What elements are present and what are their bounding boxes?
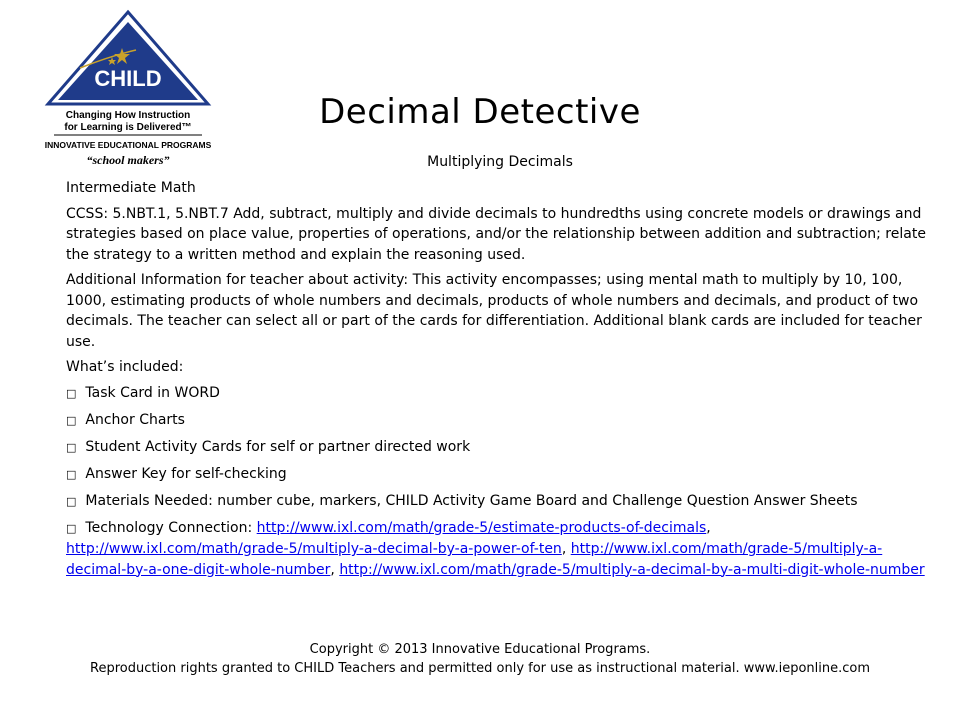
checkbox-bullet-icon: □ [66, 521, 77, 535]
list-item: □ Task Card in WORD [66, 383, 936, 405]
rights-text: Reproduction rights granted to CHILD Teachers and permitted only for use as instructional material. www.ieponline.com [90, 661, 870, 676]
checkbox-bullet-icon: □ [66, 467, 77, 481]
logo-slogan: “school makers” [86, 153, 170, 167]
checkbox-bullet-icon: □ [66, 413, 77, 427]
included-heading: What’s included: [66, 359, 184, 375]
logo-tagline-1: Changing How Instruction [65, 110, 191, 121]
ccss-standard: CCSS: 5.NBT.1, 5.NBT.7 Add, subtract, multiply and divide decimals to hundredths using concrete models or drawings and strategies based on place value, properties of operations, and/or the relationship between addition and subtraction; relate the strategy to a written method and explain the reasoning used. [66, 205, 926, 263]
ixl-link-estimate-products[interactable]: http://www.ixl.com/math/grade-5/estimate-products-of-decimals [256, 519, 707, 536]
footer [0, 640, 960, 678]
additional-info: Additional Information for teacher about activity: This activity encompasses; using mental math to multiply by 10, 100, 1000, estimating products of whole numbers and decimals, products of whole numbers and decimals, and product of two decimals. The teacher can select all or part of the cards for differentiation. Additional blank cards are included for teacher use. [66, 272, 922, 350]
ixl-link-multi-digit[interactable]: http://www.ixl.com/math/grade-5/multiply-a-decimal-by-a-multi-digit-whole-number [339, 561, 925, 578]
list-item: □ Answer Key for self-checking [66, 464, 936, 486]
list-item: □ Materials Needed: number cube, markers, CHILD Activity Game Board and Challenge Question Answer Sheets [66, 491, 936, 513]
checkbox-bullet-icon: □ [66, 386, 77, 400]
checkbox-bullet-icon: □ [66, 440, 77, 454]
ixl-link-one-digit[interactable]: http://www.ixl.com/math/grade-5/multiply-a-decimal-by-a-one-digit-whole-number [66, 541, 883, 578]
logo-brand: CHILD [94, 66, 162, 91]
copyright-text: Copyright © 2013 Innovative Educational Programs. [309, 642, 651, 657]
technology-label: Technology Connection: [85, 519, 257, 536]
checkbox-bullet-icon: □ [66, 494, 77, 508]
list-item: □ Anchor Charts [66, 410, 936, 432]
page-title: Decimal Detective [319, 92, 641, 132]
ixl-link-power-of-ten[interactable]: http://www.ixl.com/math/grade-5/multiply-a-decimal-by-a-power-of-ten [66, 541, 562, 557]
technology-connection: □ Technology Connection: http://www.ixl.com/math/grade-5/estimate-products-of-decimals, http://www.ixl.com/math/grade-5/multiply-a-decimal-by-a-power-of-ten, http://www.ixl.com/math/grade-5/multiply-a-decimal-by-a-one-digit-whole-number, http://www.ixl.com/math/grade-5/multiply-a-decimal-by-a-multi-digit-whole-number [66, 519, 925, 578]
page-subtitle: Multiplying Decimals [427, 154, 573, 170]
logo-tagline-2: for Learning is Delivered™ [64, 122, 192, 133]
grade-level: Intermediate Math [66, 180, 196, 196]
document-body [66, 178, 936, 586]
list-item: □ Student Activity Cards for self or partner directed work [66, 437, 936, 459]
logo-org: INNOVATIVE EDUCATIONAL PROGRAMS [44, 140, 212, 150]
